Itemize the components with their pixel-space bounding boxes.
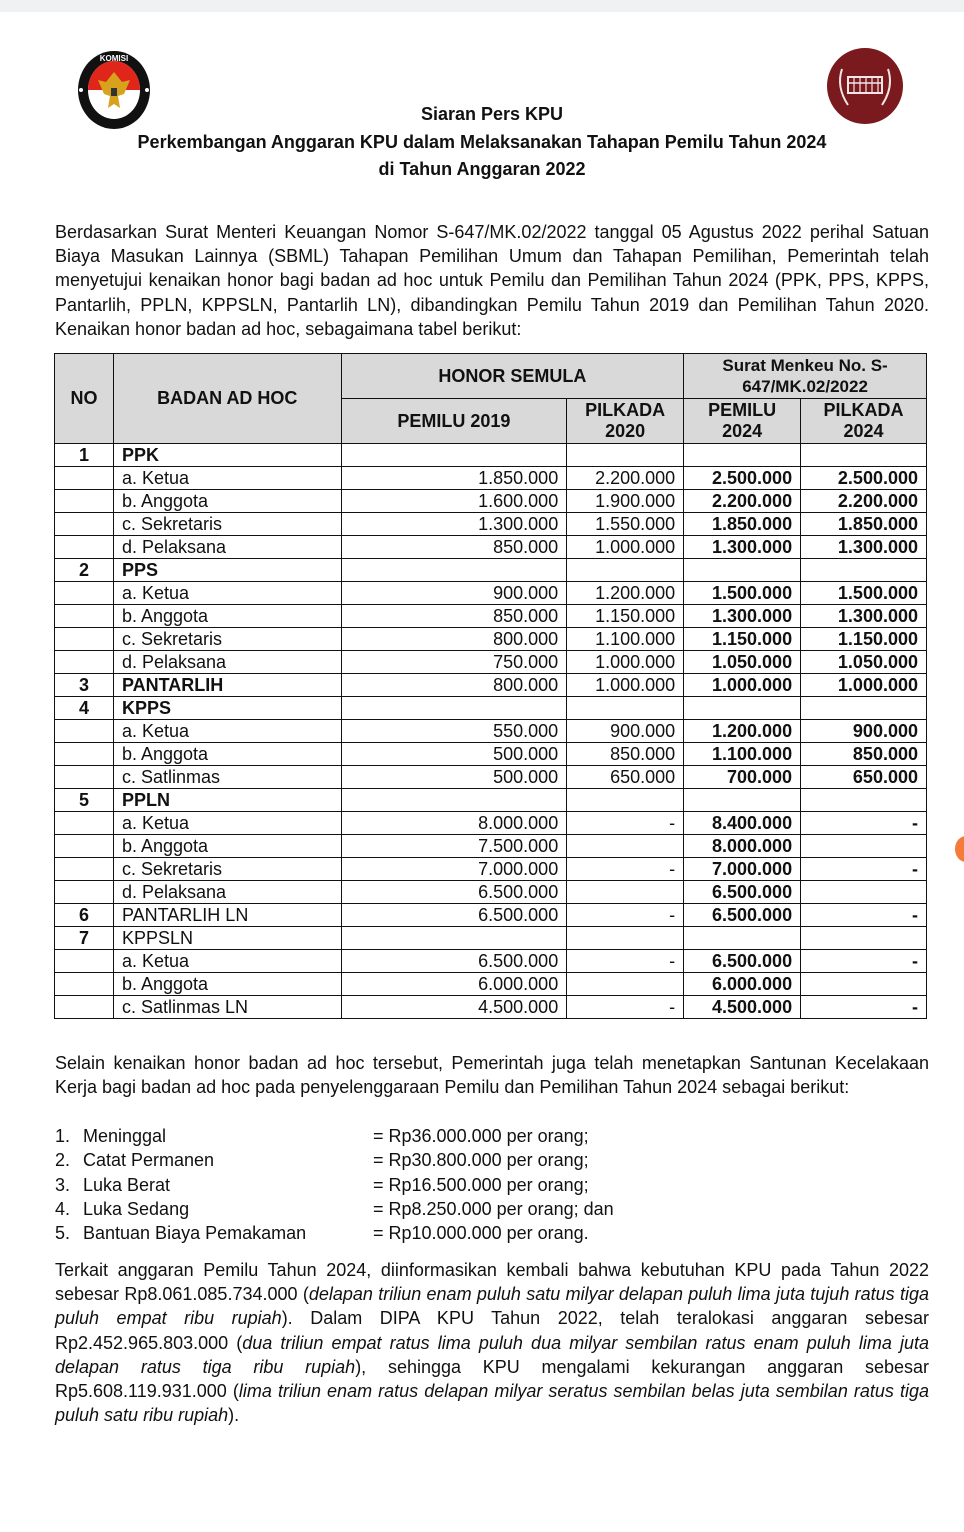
- badan-name: c. Sekretaris: [113, 513, 341, 536]
- pilkada-2024-value: [801, 973, 927, 996]
- pemilu-2024-value: [684, 697, 801, 720]
- table-row: [55, 904, 927, 927]
- row-number: 6: [55, 904, 114, 927]
- badan-name: d. Pelaksana: [113, 536, 341, 559]
- badan-name: PPS: [113, 559, 341, 582]
- pilkada-2020-value: [567, 973, 684, 996]
- pilkada-2020-value: 650.000: [567, 766, 684, 789]
- row-number: [55, 467, 114, 490]
- item-value: = Rp8.250.000 per orang; dan: [373, 1198, 614, 1219]
- pemilu-2024-value: 1.050.000: [684, 651, 801, 674]
- pilkada-2024-value: -: [801, 950, 927, 973]
- pilkada-2020-value: -: [567, 904, 684, 927]
- col-header-pemilu-2024: PEMILU 2024: [684, 399, 801, 444]
- pemilu-2024-value: [684, 789, 801, 812]
- item-value: = Rp36.000.000 per orang;: [373, 1126, 589, 1146]
- row-number: 7: [55, 927, 114, 950]
- pilkada-2020-value: -: [567, 950, 684, 973]
- badan-name: PANTARLIH LN: [113, 904, 341, 927]
- pilkada-2024-value: 1.850.000: [801, 513, 927, 536]
- pilkada-2020-value: [567, 444, 684, 467]
- pilkada-2024-value: 1.300.000: [801, 536, 927, 559]
- row-number: [55, 605, 114, 628]
- table-row: [55, 444, 927, 467]
- intro-paragraph: Berdasarkan Surat Menteri Keuangan Nomor S-647/MK.02/2022 tanggal 05 Agustus 2022 perihal Satuan Biaya Masukan Lainnya (SBML) Tahapan Pemilihan Umum dan Tahapan Pemilihan, Pemerintah telah menyetujui kenaikan honor bagi badan ad hoc untuk Pemilu dan Pemilihan Tahun 2024 (PPK, PPS, KPPS, Pantarlih, PPLN, KPPSLN, Pantarlih LN), dibandingkan Pemilu Tahun 2019 dan Pemilihan Tahun 2020. Kenaikan honor badan ad hoc, sebagaimana tabel berikut:: [55, 222, 929, 339]
- document-title: Perkembangan Anggaran KPU dalam Melaksanakan Tahapan Pemilu Tahun 2024: [137, 132, 827, 152]
- pilkada-2020-value: 850.000: [567, 743, 684, 766]
- pilkada-2020-value: 1.100.000: [567, 628, 684, 651]
- row-number: [55, 881, 114, 904]
- pemilu-2024-value: 1.200.000: [684, 720, 801, 743]
- pemilu-2019-value: 800.000: [341, 628, 567, 651]
- row-number: [55, 835, 114, 858]
- table-row: [55, 720, 927, 743]
- pilkada-2024-value: -: [801, 812, 927, 835]
- pilkada-2020-value: 1.000.000: [567, 674, 684, 697]
- badan-name: a. Ketua: [113, 950, 341, 973]
- pemilu-2024-value: 6.500.000: [684, 950, 801, 973]
- pilkada-2024-value: [801, 835, 927, 858]
- table-row: [55, 559, 927, 582]
- pilkada-2024-value: [801, 444, 927, 467]
- pilkada-2020-value: 1.000.000: [567, 651, 684, 674]
- pemilu-2019-value: 1.300.000: [341, 513, 567, 536]
- pilkada-2024-value: [801, 881, 927, 904]
- item-number: 5.: [55, 1223, 71, 1244]
- table-row: [55, 628, 927, 651]
- badan-name: KPPS: [113, 697, 341, 720]
- pemilu-2024-value: [684, 927, 801, 950]
- table-row: [55, 490, 927, 513]
- pilkada-2020-value: 1.150.000: [567, 605, 684, 628]
- pilkada-2020-value: [567, 881, 684, 904]
- pilkada-2024-value: [801, 927, 927, 950]
- pemilu-2019-value: [341, 927, 567, 950]
- row-number: 4: [55, 697, 114, 720]
- pilkada-2020-value: 1.550.000: [567, 513, 684, 536]
- table-row: [55, 858, 927, 881]
- pemilu-2024-value: [684, 559, 801, 582]
- pilkada-2020-value: 900.000: [567, 720, 684, 743]
- pemilu-2024-value: 1.300.000: [684, 605, 801, 628]
- list-item: [55, 1148, 614, 1172]
- table-row: [55, 950, 927, 973]
- pemilu-2024-value: 6.000.000: [684, 973, 801, 996]
- pemilu-2019-value: 800.000: [341, 674, 567, 697]
- pemilu-2024-value: 2.500.000: [684, 467, 801, 490]
- pilkada-2024-value: [801, 789, 927, 812]
- badan-name: a. Ketua: [113, 812, 341, 835]
- row-number: [55, 536, 114, 559]
- floating-action-button[interactable]: [955, 836, 964, 862]
- pilkada-2020-value: 2.200.000: [567, 467, 684, 490]
- pemilu-2024-value: 6.500.000: [684, 904, 801, 927]
- pemilu-2024-value: 1.100.000: [684, 743, 801, 766]
- pemilu-2024-value: 6.500.000: [684, 881, 801, 904]
- pemilu-2019-value: 6.500.000: [341, 950, 567, 973]
- pemilu-2019-value: 550.000: [341, 720, 567, 743]
- pilkada-2024-value: -: [801, 996, 927, 1019]
- pilkada-2020-value: [567, 559, 684, 582]
- item-value: = Rp16.500.000 per orang;: [373, 1174, 589, 1195]
- pilkada-2020-value: -: [567, 812, 684, 835]
- badan-name: b. Anggota: [113, 490, 341, 513]
- col-header-no: NO: [55, 354, 114, 444]
- list-item: [55, 1124, 614, 1148]
- pilkada-2024-value: 900.000: [801, 720, 927, 743]
- col-header-pilkada-2020: PILKADA 2020: [567, 399, 684, 444]
- pemilu-2024-value: 1.500.000: [684, 582, 801, 605]
- badan-name: b. Anggota: [113, 743, 341, 766]
- list-item: [55, 1197, 614, 1221]
- pemilu-2019-value: 6.500.000: [341, 881, 567, 904]
- pilkada-2024-value: 850.000: [801, 743, 927, 766]
- badan-name: a. Ketua: [113, 582, 341, 605]
- item-label: Luka Berat: [83, 1174, 171, 1195]
- pemilu-2019-value: [341, 789, 567, 812]
- pemilu-2019-value: 4.500.000: [341, 996, 567, 1019]
- pilkada-2020-value: [567, 927, 684, 950]
- item-number: 2.: [55, 1150, 71, 1171]
- pemilu-2024-value: 8.000.000: [684, 835, 801, 858]
- pilkada-2020-value: [567, 697, 684, 720]
- badan-name: KPPSLN: [113, 927, 341, 950]
- item-number: 1.: [55, 1126, 71, 1146]
- pilkada-2020-value: -: [567, 996, 684, 1019]
- item-number: 4.: [55, 1198, 71, 1219]
- pilkada-2024-value: 2.200.000: [801, 490, 927, 513]
- table-row: [55, 835, 927, 858]
- badan-name: c. Satlinmas LN: [113, 996, 341, 1019]
- badan-name: a. Ketua: [113, 467, 341, 490]
- item-label: Meninggal: [83, 1126, 167, 1146]
- pilkada-2024-value: -: [801, 904, 927, 927]
- table-row: [55, 927, 927, 950]
- pemilu-2019-value: 850.000: [341, 605, 567, 628]
- badan-name: d. Pelaksana: [113, 651, 341, 674]
- table-row: [55, 996, 927, 1019]
- badan-name: c. Sekretaris: [113, 858, 341, 881]
- row-number: [55, 973, 114, 996]
- pemilu-2019-value: 900.000: [341, 582, 567, 605]
- col-header-badan: BADAN AD HOC: [113, 354, 341, 444]
- pemilu-2024-value: 1.150.000: [684, 628, 801, 651]
- pilkada-2024-value: -: [801, 858, 927, 881]
- row-number: 2: [55, 559, 114, 582]
- item-number: 3.: [55, 1174, 71, 1195]
- row-number: [55, 582, 114, 605]
- pilkada-2020-value: 1.900.000: [567, 490, 684, 513]
- table-row: [55, 697, 927, 720]
- svg-text:KOMISI: KOMISI: [99, 54, 129, 63]
- pilkada-2024-value: 1.500.000: [801, 582, 927, 605]
- pemilu-2019-value: 500.000: [341, 743, 567, 766]
- table-row: [55, 789, 927, 812]
- pemilu-2024-value: 7.000.000: [684, 858, 801, 881]
- pilkada-2020-value: 1.000.000: [567, 536, 684, 559]
- row-number: [55, 490, 114, 513]
- table-row: [55, 973, 927, 996]
- pemilu-2019-value: 8.000.000: [341, 812, 567, 835]
- row-number: [55, 720, 114, 743]
- press-release-label: Siaran Pers KPU: [420, 104, 564, 124]
- badan-name: b. Anggota: [113, 835, 341, 858]
- item-label: Luka Sedang: [83, 1198, 190, 1219]
- row-number: [55, 766, 114, 789]
- pilkada-2024-value: 1.300.000: [801, 605, 927, 628]
- item-value: = Rp30.800.000 per orang;: [373, 1150, 589, 1171]
- pemilu-2024-value: 1.000.000: [684, 674, 801, 697]
- badan-name: d. Pelaksana: [113, 881, 341, 904]
- table-row: [55, 743, 927, 766]
- pilkada-2020-value: [567, 835, 684, 858]
- table-row: [55, 467, 927, 490]
- pemilu-2024-value: 700.000: [684, 766, 801, 789]
- honor-table: [54, 353, 927, 1019]
- pemilu-2019-value: 1.850.000: [341, 467, 567, 490]
- table-row: [55, 766, 927, 789]
- pilkada-2020-value: [567, 789, 684, 812]
- row-number: [55, 858, 114, 881]
- pilkada-2024-value: 2.500.000: [801, 467, 927, 490]
- pilkada-2024-value: 1.000.000: [801, 674, 927, 697]
- top-bar: [0, 0, 964, 12]
- pemilu-2019-value: [341, 697, 567, 720]
- badan-name: a. Ketua: [113, 720, 341, 743]
- col-header-pilkada-2024: PILKADA 2024: [801, 399, 927, 444]
- row-number: 1: [55, 444, 114, 467]
- badan-name: PPLN: [113, 789, 341, 812]
- santunan-intro: Selain kenaikan honor badan ad hoc tersebut, Pemerintah juga telah menetapkan Santunan Kecelakaan Kerja bagi badan ad hoc pada penyelenggaraan Pemilu dan Pemilihan Tahun 2024 sebagai berikut:: [55, 1053, 929, 1098]
- badan-name: b. Anggota: [113, 973, 341, 996]
- badan-name: PPK: [113, 444, 341, 467]
- item-label: Catat Permanen: [83, 1150, 215, 1171]
- santunan-list: [55, 1124, 614, 1245]
- table-row: [55, 536, 927, 559]
- pemilu-2019-value: 6.500.000: [341, 904, 567, 927]
- badan-name: b. Anggota: [113, 605, 341, 628]
- pemilu-2019-value: 500.000: [341, 766, 567, 789]
- table-row: [55, 651, 927, 674]
- pemilu-2019-value: 7.000.000: [341, 858, 567, 881]
- item-label: Bantuan Biaya Pemakaman: [83, 1223, 307, 1244]
- pemilu-2024-value: [684, 444, 801, 467]
- row-number: [55, 651, 114, 674]
- pilkada-2024-value: 1.150.000: [801, 628, 927, 651]
- pilkada-2024-value: 650.000: [801, 766, 927, 789]
- closing-paragraph: Terkait anggaran Pemilu Tahun 2024, diinformasikan kembali bahwa kebutuhan KPU pada Tahun 2022 sebesar Rp8.061.085.734.000 (delapan triliun enam puluh satu milyar delapan puluh lima juta tujuh ratus tiga puluh empat ribu rupiah). Dalam DIPA KPU Tahun 2022, telah teralokasi anggaran sebesar Rp2.452.965.803.000 (dua triliun empat ratus lima puluh dua milyar sembilan ratus enam puluh lima juta delapan ratus tiga ribu rupiah), sehingga KPU mengalami kekurangan anggaran sebesar Rp5.608.119.931.000 (lima triliun enam ratus delapan milyar seratus sembilan belas juta sembilan ratus tiga puluh satu ribu rupiah).: [55, 1260, 930, 1426]
- pemilu-2019-value: 850.000: [341, 536, 567, 559]
- pemilu-2024-value: 4.500.000: [684, 996, 801, 1019]
- document-subtitle: di Tahun Anggaran 2022: [378, 159, 586, 179]
- table-row: [55, 582, 927, 605]
- pemilu-2019-value: 750.000: [341, 651, 567, 674]
- badan-name: c. Satlinmas: [113, 766, 341, 789]
- pilkada-2020-value: 1.200.000: [567, 582, 684, 605]
- col-header-pemilu-2019: PEMILU 2019: [341, 399, 567, 444]
- pemilu-2024-value: 2.200.000: [684, 490, 801, 513]
- pemilu-2019-value: 6.000.000: [341, 973, 567, 996]
- pemilu-2019-value: 7.500.000: [341, 835, 567, 858]
- badan-name: c. Sekretaris: [113, 628, 341, 651]
- row-number: [55, 812, 114, 835]
- list-item: [55, 1173, 614, 1197]
- col-header-honor-semula: HONOR SEMULA: [341, 354, 684, 399]
- table-row: [55, 674, 927, 697]
- row-number: [55, 996, 114, 1019]
- row-number: 5: [55, 789, 114, 812]
- pemilu-2024-value: 1.300.000: [684, 536, 801, 559]
- table-row: [55, 812, 927, 835]
- row-number: [55, 513, 114, 536]
- pemilu-2024-value: 1.850.000: [684, 513, 801, 536]
- pilkada-2020-value: -: [567, 858, 684, 881]
- col-header-surat-menkeu: Surat Menkeu No. S-647/MK.02/2022: [684, 354, 927, 399]
- row-number: [55, 950, 114, 973]
- pemilu-2019-value: [341, 559, 567, 582]
- pemilu-2019-value: 1.600.000: [341, 490, 567, 513]
- row-number: [55, 743, 114, 766]
- table-row: [55, 513, 927, 536]
- table-row: [55, 881, 927, 904]
- list-item: [55, 1221, 614, 1245]
- row-number: [55, 628, 114, 651]
- pilkada-2024-value: [801, 559, 927, 582]
- row-number: 3: [55, 674, 114, 697]
- pilkada-2024-value: [801, 697, 927, 720]
- item-value: = Rp10.000.000 per orang.: [373, 1223, 589, 1244]
- pemilu-2019-value: [341, 444, 567, 467]
- badan-name: PANTARLIH: [113, 674, 341, 697]
- pemilu-2024-value: 8.400.000: [684, 812, 801, 835]
- table-row: [55, 605, 927, 628]
- pilkada-2024-value: 1.050.000: [801, 651, 927, 674]
